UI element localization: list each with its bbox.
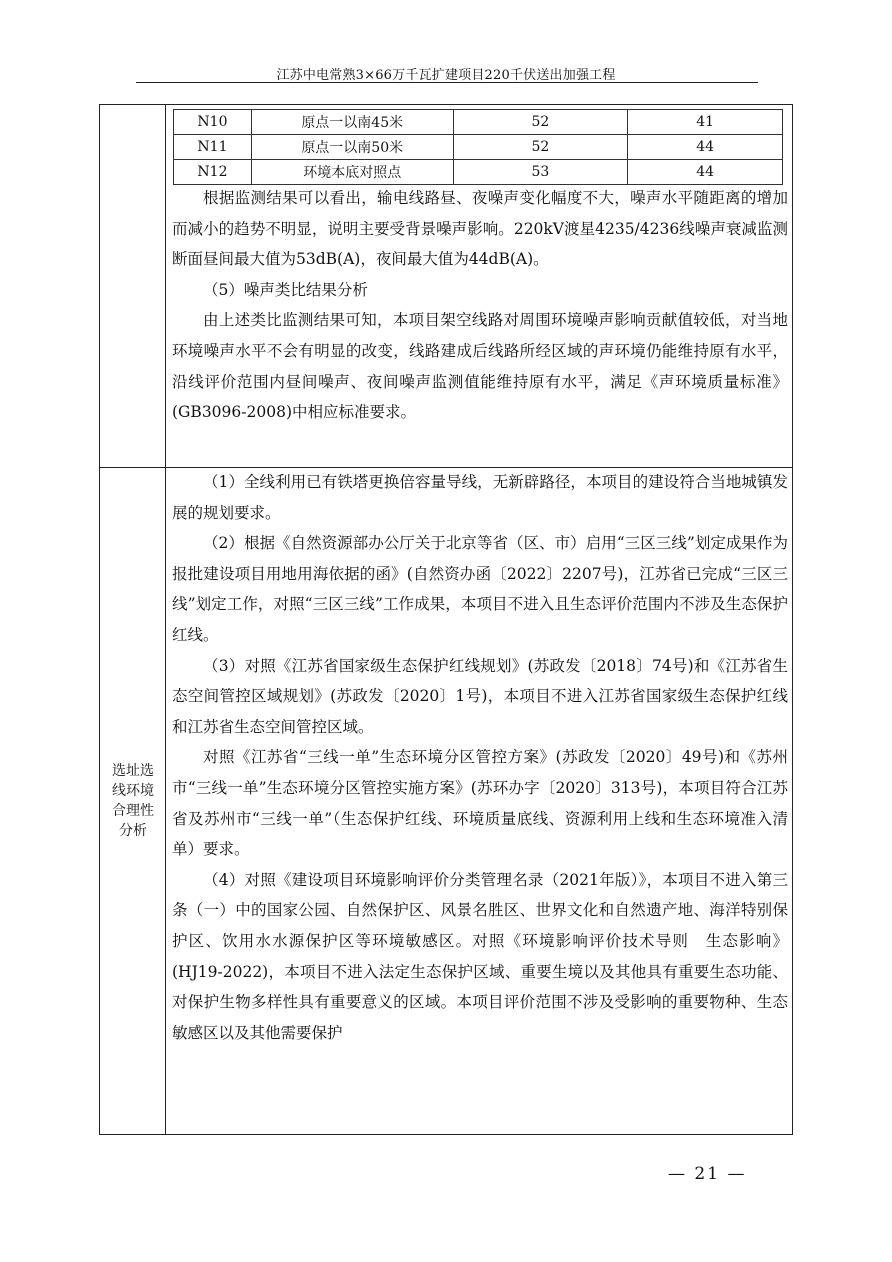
location-cell: 环境本底对照点 <box>251 160 453 185</box>
section-label-line: 合理性 <box>112 803 154 819</box>
column-divider <box>165 105 166 1134</box>
location-cell: 原点一以南45米 <box>251 110 453 135</box>
table-row <box>174 160 783 185</box>
table-row <box>174 135 783 160</box>
noise-monitoring-table <box>173 109 783 185</box>
paragraph: （1）全线利用已有铁塔更换倍容量导线，无新辟路径，本项目的建设符合当地城镇发展的规划要求。 <box>172 473 788 522</box>
day-value-cell: 52 <box>453 110 628 135</box>
subheading: （5）噪声类比结果分析 <box>203 280 368 299</box>
night-value-cell: 41 <box>628 110 783 135</box>
section-label-line: 分析 <box>119 823 147 839</box>
paragraph: 由上述类比监测结果可知，本项目架空线路对周围环境噪声影响贡献值较低，对当地环境噪声水平不会有明显的改变，线路建成后线路所经区域的声环境仍能维持原有水平，沿线评价范围内昼间噪声、夜间噪声监测值能维持原有水平，满足《声环境质量标准》(GB3096-2008)中相应标准要求。 <box>172 311 788 422</box>
header-rule <box>136 82 758 83</box>
document-header-title: 江苏中电常熟3×66万千瓦扩建项目220千伏送出加强工程 <box>276 68 616 83</box>
location-cell: 原点一以南50米 <box>251 135 453 160</box>
night-value-cell: 44 <box>628 160 783 185</box>
section-label <box>100 761 166 841</box>
day-value-cell: 53 <box>453 160 628 185</box>
day-value-cell: 52 <box>453 135 628 160</box>
night-value-cell: 44 <box>628 135 783 160</box>
page-number: — 21 — <box>668 1164 747 1184</box>
siting-analysis-text <box>172 467 788 1048</box>
point-id-cell: N12 <box>174 160 252 185</box>
paragraph: （2）根据《自然资源部办公厅关于北京等省（区、市）启用“三区三线”划定成果作为报批建设项目用地用海依据的函》(自然资办函〔2022〕2207号)，江苏省已完成“三区三线”划定工作，对照“三区三线”工作成果，本项目不进入且生态评价范围内不涉及生态保护红线。 <box>172 534 788 644</box>
point-id-cell: N10 <box>174 110 252 135</box>
content-table-frame <box>99 104 793 1135</box>
paragraph: 对照《江苏省“三线一单”生态环境分区管控方案》(苏政发〔2020〕49号)和《苏州市“三线一单”生态环境分区管控实施方案》(苏环办字〔2020〕313号)，本项目符合江苏省及苏州市“三线一单”（生态保护红线、环境质量底线、资源利用上线和生态环境准入清单）要求。 <box>172 748 788 859</box>
point-id-cell: N11 <box>174 135 252 160</box>
section-label-line: 线环境 <box>112 783 154 799</box>
table-row <box>174 110 783 135</box>
section-label-line: 选址选 <box>112 763 154 779</box>
paragraph: （4）对照《建设项目环境影响评价分类管理名录（2021年版）》，本项目不进入第三条（一）中的国家公园、自然保护区、风景名胜区、世界文化和自然遗产地、海洋特别保护区、饮用水水源保护区等环境敏感区。对照《环境影响评价技术导则 生态影响》(HJ19-2022)，本项目不进入法定生态保护区域、重要生境以及其他具有重要生态功能、对保护生物多样性具有重要意义的区域。本项目评价范围不涉及受影响的重要物种、生态敏感区以及其他需要保护 <box>172 870 788 1042</box>
paragraph: 根据监测结果可以看出，输电线路昼、夜噪声变化幅度不大，噪声水平随距离的增加而减小的趋势不明显，说明主要受背景噪声影响。220kV渡星4235/4236线噪声衰减监测断面昼间最大值为53dB(A)，夜间最大值为44dB(A)。 <box>172 189 788 269</box>
paragraph: （3）对照《江苏省国家级生态保护红线规划》(苏政发〔2018〕74号)和《江苏省生态空间管控区域规划》(苏政发〔2020〕1号)，本项目不进入江苏省国家级生态保护红线和江苏省生态空间管控区域。 <box>172 656 788 736</box>
noise-analysis-text <box>172 183 788 428</box>
